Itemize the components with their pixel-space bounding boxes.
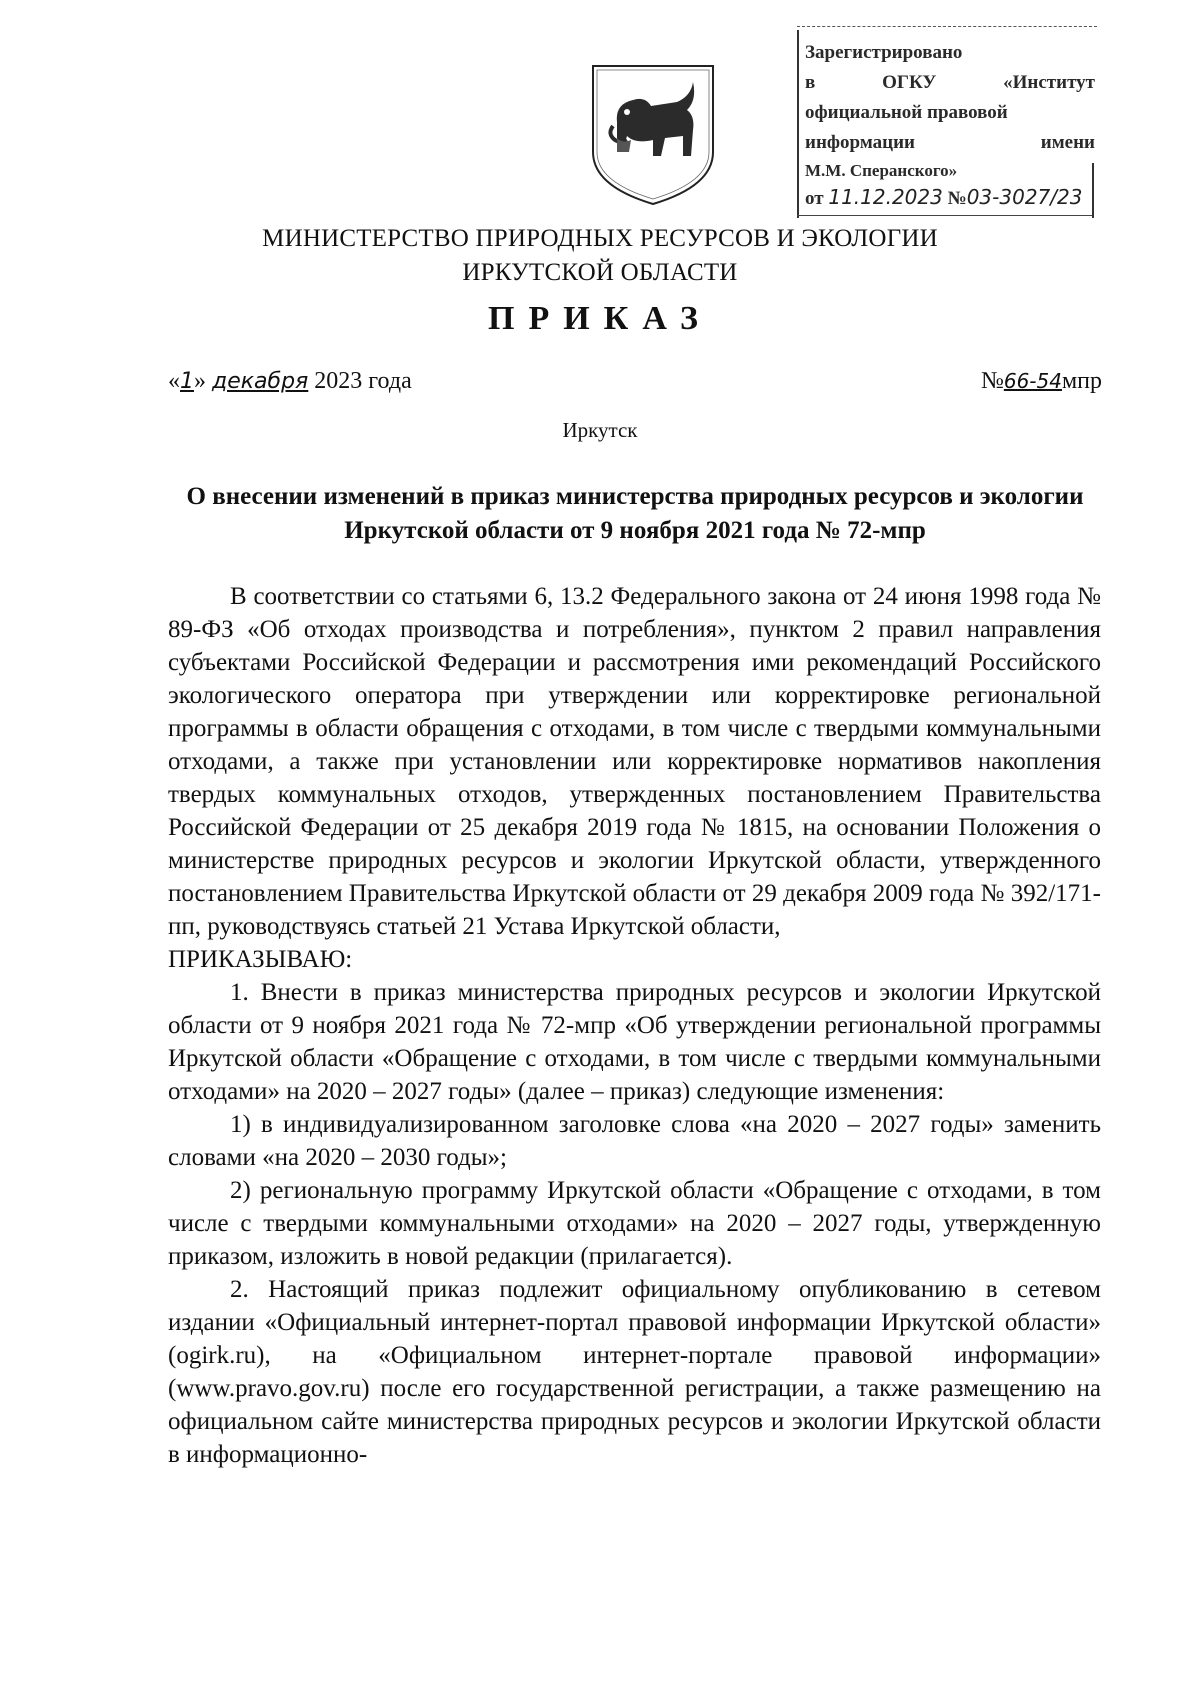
stamp-line (805, 128, 1095, 158)
stamp-number-prefix: № (947, 188, 967, 209)
stamp-word: информации (805, 132, 915, 153)
document-type: ПРИКАЗ (488, 300, 712, 337)
paragraph-item-1-1: 1) в индивидуализированном заголовке слова «на 2020 – 2027 годы» заменить словами «на 2020 – 2030 годы»; (168, 1111, 1101, 1171)
ministry-name (0, 222, 1200, 290)
stamp-word: имени (1040, 132, 1095, 153)
stamp-word: «Институт (1003, 72, 1095, 93)
number-sign: № (980, 368, 1004, 394)
stamp-line: М.М. Сперанского» (805, 161, 958, 180)
ministry-line: ИРКУТСКОЙ ОБЛАСТИ (462, 259, 738, 286)
stamp-border (1092, 163, 1094, 218)
stamp-date-prefix: от (805, 188, 824, 209)
ministry-line: МИНИСТЕРСТВО ПРИРОДНЫХ РЕСУРСОВ И ЭКОЛОГИИ (262, 225, 938, 252)
stamp-date-value: 11.12.2023 (828, 185, 943, 209)
date-quote-close: » (194, 368, 206, 394)
stamp-border (797, 30, 799, 218)
stamp-line (805, 68, 1095, 98)
number-suffix: мпр (1061, 368, 1102, 394)
coat-of-arms-icon (587, 60, 719, 208)
paragraph-item-1-2: 2) региональную программу Иркутской области «Обращение с отходами, в том числе с твердыми коммунальными отходами» на 2020 – 2027 годы, утвержденную приказом, изложить в новой редакции (прилагается). (168, 1177, 1101, 1270)
stamp-line: официальной правовой (805, 102, 1008, 123)
order-number (981, 368, 1102, 395)
number-value: 66-54 (1003, 369, 1062, 393)
date-month: декабря (212, 369, 309, 394)
preamble-paragraph: В соответствии со статьями 6, 13.2 Федерального закона от 24 июня 1998 года № 89-ФЗ «Об отходах производства и потребления», пунктом 2 правил направления субъектами Российской Федерации и рассмотрения ими рекомендаций Российского экологического оператора при утверждении или корректировке региональной программы в области обращения с отходами, в том числе с твердыми коммунальными отходами, а также при установлении или корректировке нормативов накопления твердых коммунальных отходов, утвержденных постановлением Правительства Российской Федерации от 25 декабря 2019 года № 1815, на основании Положения о министерстве природных ресурсов и экологии Иркутской области, утвержденного постановлением Правительства Иркутской области от 29 декабря 2009 года № 392/171-пп, руководствуясь статьей 21 Устава Иркутской области, (168, 583, 1101, 940)
date-year: 2023 года (314, 368, 412, 394)
stamp-line: Зарегистрировано (805, 42, 963, 63)
registration-stamp (797, 18, 1102, 218)
stamp-number-value: 03-3027/23 (966, 185, 1083, 209)
order-date (168, 368, 412, 395)
stamp-word: в (805, 72, 816, 93)
stamp-border (797, 26, 1097, 27)
stamp-border (797, 215, 1092, 216)
date-quote-open: « (168, 368, 180, 394)
stamp-registration-line (805, 182, 1082, 214)
stamp-word: ОГКУ (882, 72, 937, 93)
document-title: О внесении изменений в приказ министерства природных ресурсов и экологии Иркутской области от 9 ноября 2021 года № 72-мпр (186, 483, 1084, 544)
city: Иркутск (562, 418, 638, 442)
paragraph-item-1: 1. Внести в приказ министерства природных ресурсов и экологии Иркутской области от 9 ноября 2021 года № 72-мпр «Об утверждении региональной программы Иркутской области «Обращение с отходами, в том числе с твердыми коммунальными отходами» на 2020 – 2027 годы» (далее – приказ) следующие изменения: (168, 979, 1101, 1105)
date-day: 1 (180, 369, 194, 394)
document-body (168, 580, 1101, 1471)
paragraph-item-2: 2. Настоящий приказ подлежит официальному опубликованию в сетевом издании «Официальный интернет-портал правовой информации Иркутской области» (ogirk.ru), на «Официальном интернет-портале правовой информации» (www.pravo.gov.ru) после его государственной регистрации, а также размещению на официальном сайте министерства природных ресурсов и экологии Иркутской области в информационно- (168, 1276, 1101, 1468)
order-word: ПРИКАЗЫВАЮ: (168, 946, 353, 973)
